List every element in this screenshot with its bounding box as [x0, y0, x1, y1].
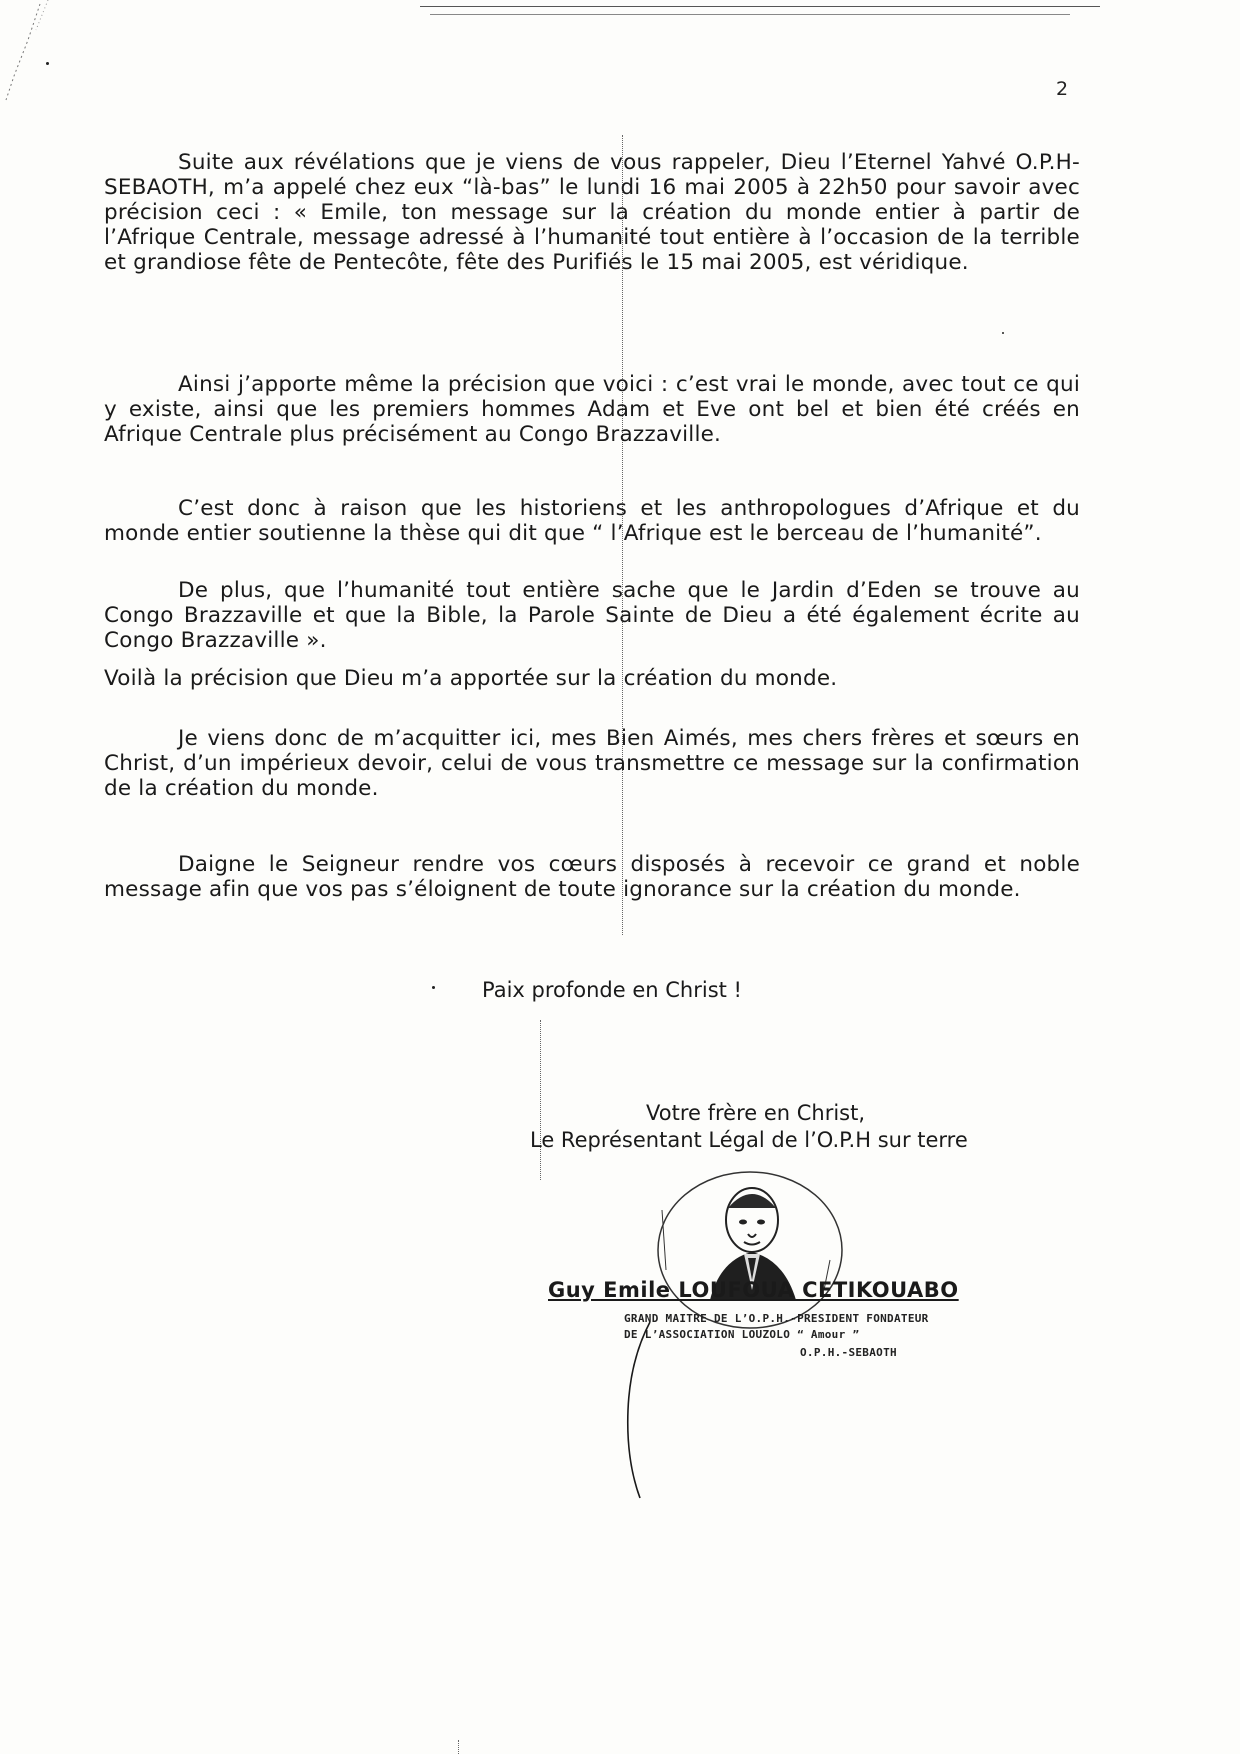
closing-salutation: Paix profonde en Christ !: [482, 978, 742, 1002]
scan-speck: [46, 62, 49, 65]
scan-corner-mark: [0, 0, 60, 110]
paragraph: Je viens donc de m’acquitter ici, mes Bien Aimés, mes chers frères et sœurs en Christ, d’un impérieux devoir, celui de vous transmettre ce message sur la confirmation de la création du monde.: [104, 726, 1080, 801]
scan-edge-line: [420, 6, 1100, 7]
paragraph: Daigne le Seigneur rendre vos cœurs disposés à recevoir ce grand et noble message afin que vos pas s’éloignent de toute ignorance sur la création du monde.: [104, 852, 1080, 902]
signature-greeting: Votre frère en Christ,: [646, 1101, 866, 1125]
paragraph: De plus, que l’humanité tout entière sache que le Jardin d’Eden se trouve au Congo Brazzaville et que la Bible, la Parole Sainte de Dieu a été également écrite au Congo Brazzaville ».: [104, 578, 1080, 653]
signature-title: Le Représentant Légal de l’O.P.H sur terre: [530, 1128, 968, 1152]
paragraph: Ainsi j’apporte même la précision que voici : c’est vrai le monde, avec tout ce qui y existe, ainsi que les premiers hommes Adam et Eve ont bel et bien été créés en Afrique Centrale plus précisément au Congo Brazzaville.: [104, 372, 1080, 447]
signer-name: Guy Emile LOUFOUA CETIKOUABO: [548, 1278, 959, 1302]
scan-speck: [1002, 332, 1004, 334]
paragraph: Voilà la précision que Dieu m’a apportée sur la création du monde.: [104, 666, 838, 691]
paragraph: Suite aux révélations que je viens de vous rappeler, Dieu l’Eternel Yahvé O.P.H-SEBAOTH, m’a appelé chez eux “là-bas” le lundi 16 mai 2005 à 22h50 pour savoir avec précision ceci : « Emile, ton message sur la création du monde entier à partir de l’Afrique Centrale, message adressé à l’humanité tout entière à l’occasion de la terrible et grandiose fête de Pentecôte, fête des Purifiés le 15 mai 2005, est véridique.: [104, 150, 1080, 275]
stamp-text-line: O.P.H.-SEBAOTH: [800, 1346, 897, 1359]
portrait-seal-stamp: [640, 1150, 850, 1330]
stamp-text-line: GRAND MAITRE DE L’O.P.H.-PRESIDENT FONDATEUR: [624, 1312, 929, 1325]
paragraph: C’est donc à raison que les historiens et les anthropologues d’Afrique et du monde entier soutienne la thèse qui dit que “ l’Afrique est le berceau de l’humanité”.: [104, 496, 1080, 546]
scan-edge-line: [430, 14, 1070, 15]
scan-dotted-line: [540, 1020, 542, 1180]
stamp-text-line: DE L’ASSOCIATION LOUZOLO “ Amour ”: [624, 1328, 860, 1341]
scan-speck: [432, 986, 435, 989]
handwritten-signature: [600, 1320, 660, 1500]
scan-dotted-line: [458, 1740, 460, 1754]
page-number: 2: [1056, 78, 1069, 100]
